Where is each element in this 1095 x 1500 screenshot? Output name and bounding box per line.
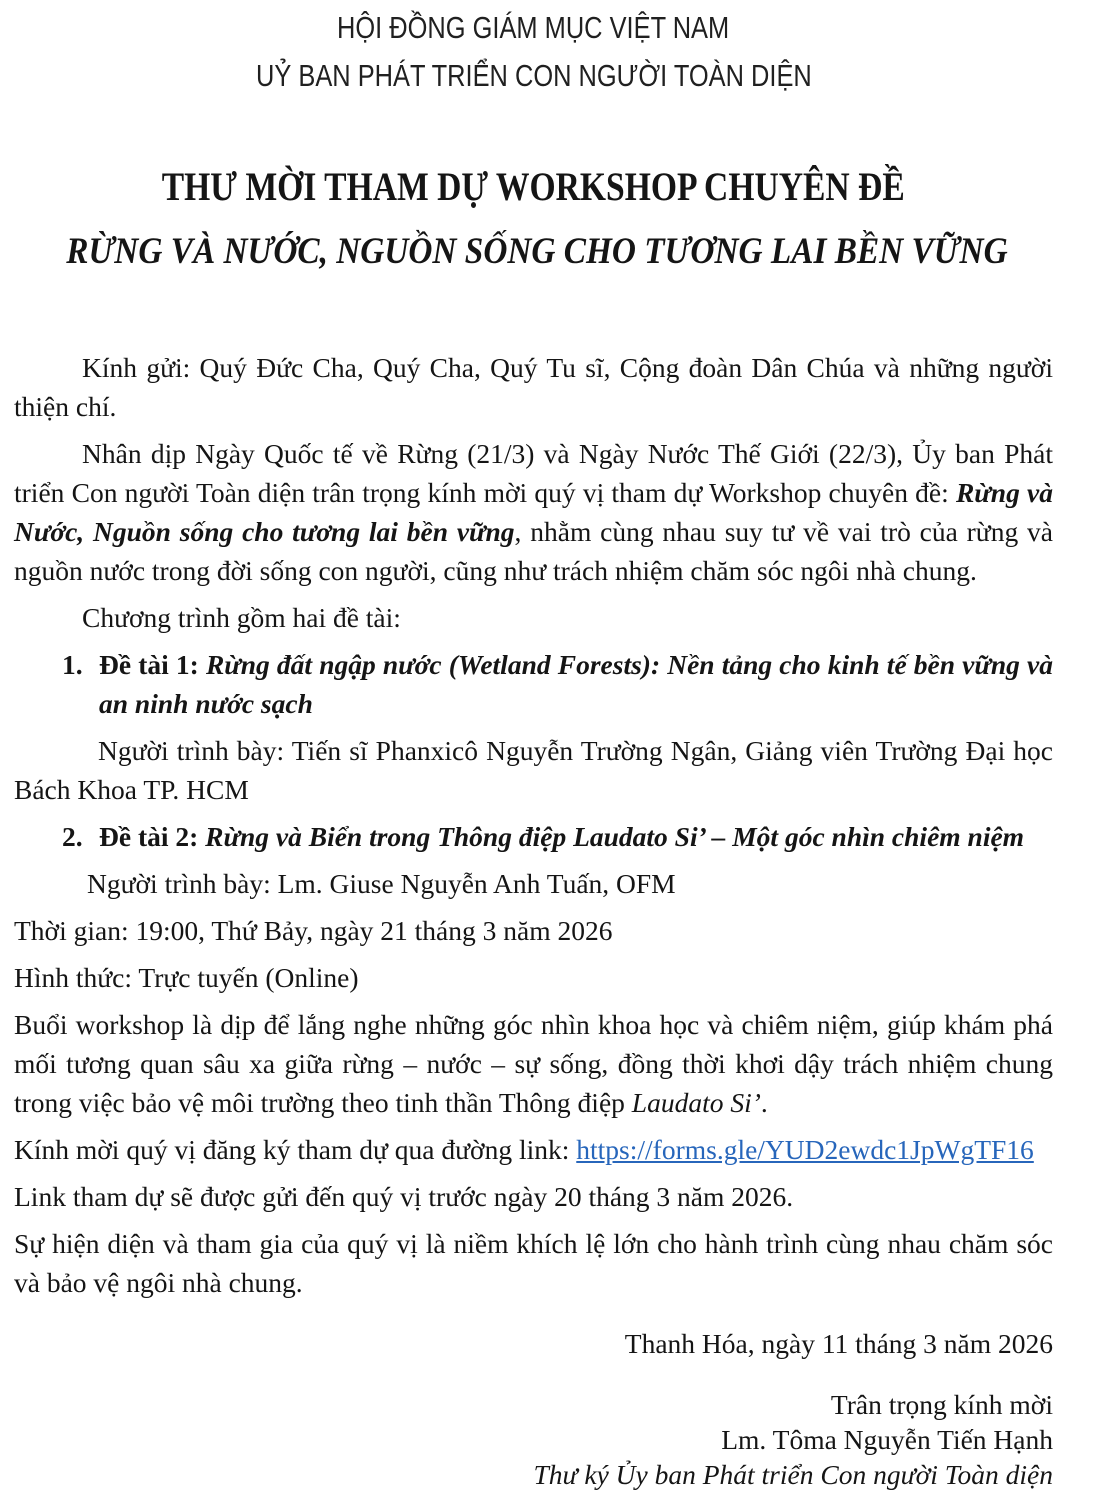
signature-role-text: Thư ký Ủy ban Phát triển Con người Toàn diện <box>533 1459 1053 1490</box>
time-line <box>14 911 1053 950</box>
letterhead-org-line2-text: UỶ BAN PHÁT TRIỂN CON NGƯỜI TOÀN DIỆN <box>255 58 812 93</box>
topic-1-label: Đề tài 1: <box>99 649 206 680</box>
topic-2-label: Đề tài 2: <box>99 821 206 852</box>
letterhead-org-line1-text: HỘI ĐỒNG GIÁM MỤC VIỆT NAM <box>337 10 730 45</box>
purpose-encyclical-name: Laudato Si’ <box>631 1087 761 1118</box>
link-delivery-note <box>14 1177 1053 1216</box>
greeting-paragraph <box>14 348 1053 426</box>
link-delivery-note-text: Link tham dự sẽ được gửi đến quý vị trước ngày 20 tháng 3 năm 2026. <box>14 1181 794 1212</box>
place-date-line <box>14 1324 1053 1363</box>
time-text: Thời gian: 19:00, Thứ Bảy, ngày 21 tháng 3 năm 2026 <box>14 915 613 946</box>
registration-link[interactable]: https://forms.gle/YUD2ewdc1JpWgTF16 <box>576 1134 1034 1165</box>
signature-name <box>14 1422 1053 1457</box>
intro-run-3: , nhằm cùng nhau suy tư về vai trò của rừng và nguồn nước trong đời sống con người, cũng như trách nhiệm chăm sóc ngôi nhà chung. <box>14 516 1053 586</box>
place-date-text: Thanh Hóa, ngày 11 tháng 3 năm 2026 <box>624 1328 1053 1359</box>
closing-text: Sự hiện diện và tham gia của quý vị là niềm khích lệ lớn cho hành trình cùng nhau chăm sóc và bảo vệ ngôi nhà chung. <box>14 1228 1053 1298</box>
greeting-text: Kính gửi: Quý Đức Cha, Quý Cha, Quý Tu sĩ, Cộng đoàn Dân Chúa và những người thiện chí. <box>14 352 1053 422</box>
signature-block <box>14 1387 1053 1492</box>
intro-workshop-theme: Rừng và Nước, Nguồn sống cho tương lai bền vững <box>14 477 1053 547</box>
format-line <box>14 958 1053 997</box>
program-intro-text: Chương trình gồm hai đề tài: <box>82 602 401 633</box>
format-text: Hình thức: Trực tuyến (Online) <box>14 962 359 993</box>
letterhead-org-line1 <box>14 4 1053 52</box>
signature-salutation-text: Trân trọng kính mời <box>830 1389 1053 1420</box>
topic-2-presenter-text: Người trình bày: Lm. Giuse Nguyễn Anh Tuấn, OFM <box>87 868 676 899</box>
topic-1-presenter-text: Người trình bày: Tiến sĩ Phanxicô Nguyễn Trường Ngân, Giảng viên Trường Đại học Bách Khoa TP. HCM <box>14 735 1053 805</box>
signature-role <box>14 1457 1053 1492</box>
closing-paragraph <box>14 1224 1053 1302</box>
register-prefix: Kính mời quý vị đăng ký tham dự qua đường link: <box>14 1134 577 1165</box>
topic-1-presenter <box>14 731 1053 809</box>
purpose-run-1: Buổi workshop là dịp để lắng nghe những góc nhìn khoa học và chiêm niệm, giúp khám phá mối tương quan sâu xa giữa rừng – nước – sự sống, đồng thời khơi dậy trách nhiệm chung trong việc bảo vệ môi trường theo tinh thần Thông điệp <box>14 1009 1053 1118</box>
document-title-text: THƯ MỜI THAM DỰ WORKSHOP CHUYÊN ĐỀ <box>162 164 905 209</box>
purpose-paragraph <box>14 1005 1053 1122</box>
register-line <box>14 1130 1053 1169</box>
topic-item-1 <box>14 645 1053 723</box>
intro-run-1: Nhân dịp Ngày Quốc tế về Rừng (21/3) và Ngày Nước Thế Giới (22/3), Ủy ban Phát triển Con người Toàn diện trân trọng kính mời quý vị tham dự Workshop chuyên đề: <box>14 438 1053 508</box>
topic-2-title: Rừng và Biển trong Thông điệp Laudato Si’ – Một góc nhìn chiêm niệm <box>205 821 1025 852</box>
signature-salutation <box>14 1387 1053 1422</box>
letterhead <box>14 4 1053 100</box>
purpose-run-3: . <box>760 1087 768 1118</box>
topic-2-presenter <box>14 864 1053 903</box>
intro-paragraph <box>14 434 1053 590</box>
document-subtitle-text: RỪNG VÀ NƯỚC, NGUỒN SỐNG CHO TƯƠNG LAI BỀN VỮNG <box>66 231 1008 272</box>
topic-item-2 <box>14 817 1053 856</box>
document-subtitle <box>14 228 1053 276</box>
topic-2-number: 2. <box>62 821 83 852</box>
program-intro <box>14 598 1053 637</box>
letterhead-org-line2 <box>14 52 1053 100</box>
document-title <box>14 162 1053 212</box>
topic-1-title: Rừng đất ngập nước (Wetland Forests): Nền tảng cho kinh tế bền vững và an ninh nước sạch <box>99 649 1053 719</box>
signature-name-text: Lm. Tôma Nguyễn Tiến Hạnh <box>721 1424 1053 1455</box>
topic-1-number: 1. <box>62 649 83 680</box>
